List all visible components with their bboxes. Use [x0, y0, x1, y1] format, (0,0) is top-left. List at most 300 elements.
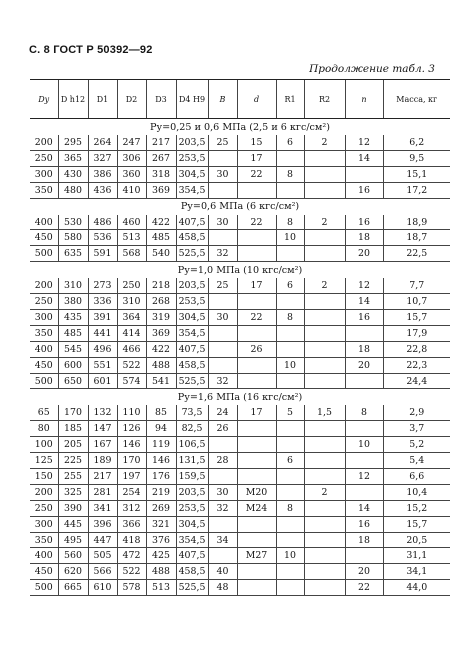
- table-cell: [304, 564, 345, 580]
- table-cell: 269: [146, 500, 176, 516]
- table-cell: [237, 421, 276, 437]
- table-cell: [345, 166, 383, 182]
- table-row: [30, 246, 450, 262]
- table-cell: 450: [30, 230, 58, 246]
- table-cell: [345, 484, 383, 500]
- table-cell: 225: [58, 453, 88, 469]
- table-cell: [276, 437, 304, 453]
- table-row: [30, 548, 450, 564]
- table-cell: 30: [208, 310, 237, 326]
- table-cell: 281: [88, 484, 117, 500]
- table-cell: 366: [117, 516, 146, 532]
- table-cell: 253,5: [176, 150, 208, 166]
- table-cell: 300: [30, 310, 58, 326]
- table-cell: 610: [88, 580, 117, 596]
- table-cell: 418: [117, 532, 146, 548]
- table-cell: 250: [117, 278, 146, 293]
- table-cell: 541: [146, 373, 176, 389]
- table-cell: 32: [208, 373, 237, 389]
- table-cell: 365: [58, 150, 88, 166]
- table-row: [30, 421, 450, 437]
- table-cell: 407,5: [176, 341, 208, 357]
- table-cell: 354,5: [176, 325, 208, 341]
- table-cell: [237, 564, 276, 580]
- table-cell: 450: [30, 357, 58, 373]
- table-cell: 522: [117, 357, 146, 373]
- table-cell: [304, 548, 345, 564]
- table-cell: 566: [88, 564, 117, 580]
- table-cell: [237, 532, 276, 548]
- table-cell: [276, 421, 304, 437]
- table-cell: 300: [30, 166, 58, 182]
- table-cell: 447: [88, 532, 117, 548]
- table-cell: [208, 230, 237, 246]
- table-cell: 8: [276, 500, 304, 516]
- table-cell: 100: [30, 437, 58, 453]
- table-row: [30, 230, 450, 246]
- table-cell: 34,1: [383, 564, 450, 580]
- table-cell: [276, 373, 304, 389]
- table-cell: 310: [58, 278, 88, 293]
- table-cell: M24: [237, 500, 276, 516]
- table-cell: 505: [88, 548, 117, 564]
- table-cell: 310: [117, 294, 146, 310]
- table-cell: 500: [30, 373, 58, 389]
- table-row: [30, 516, 450, 532]
- table-cell: 536: [88, 230, 117, 246]
- table-cell: 203,5: [176, 278, 208, 293]
- table-cell: 10,7: [383, 294, 450, 310]
- table-cell: 458,5: [176, 564, 208, 580]
- table-cell: 319: [146, 310, 176, 326]
- table-cell: 14: [345, 294, 383, 310]
- table-cell: 15,2: [383, 500, 450, 516]
- section-title-row: [30, 119, 450, 136]
- table-cell: [276, 341, 304, 357]
- table-cell: 65: [30, 405, 58, 420]
- table-cell: 159,5: [176, 469, 208, 485]
- table-cell: 40: [208, 564, 237, 580]
- table-cell: 7,7: [383, 278, 450, 293]
- table-cell: [237, 516, 276, 532]
- table-cell: 146: [117, 437, 146, 453]
- table-cell: [304, 516, 345, 532]
- table-cell: [304, 325, 345, 341]
- table-cell: 125: [30, 453, 58, 469]
- table-row: [30, 484, 450, 500]
- table-cell: 425: [146, 548, 176, 564]
- table-cell: 250: [30, 500, 58, 516]
- table-cell: 273: [88, 278, 117, 293]
- table-cell: 6: [276, 453, 304, 469]
- table-cell: 580: [58, 230, 88, 246]
- table-cell: 369: [146, 325, 176, 341]
- table-cell: 568: [117, 246, 146, 262]
- table-cell: 24: [208, 405, 237, 420]
- table-cell: 15,7: [383, 310, 450, 326]
- table-header-row: [30, 80, 450, 119]
- table-cell: 441: [88, 325, 117, 341]
- table-row: [30, 564, 450, 580]
- table-cell: [276, 564, 304, 580]
- table-cell: 106,5: [176, 437, 208, 453]
- table-cell: [237, 182, 276, 198]
- table-row: [30, 453, 450, 469]
- table-cell: 15: [237, 135, 276, 150]
- table-cell: 200: [30, 278, 58, 293]
- table-cell: 601: [88, 373, 117, 389]
- table-cell: [208, 516, 237, 532]
- col-header-d: D h12: [58, 80, 88, 119]
- table-cell: 486: [88, 215, 117, 230]
- table-cell: 400: [30, 548, 58, 564]
- table-row: [30, 294, 450, 310]
- table-cell: 436: [88, 182, 117, 198]
- table-row: [30, 310, 450, 326]
- table-cell: 170: [58, 405, 88, 420]
- table-cell: 126: [117, 421, 146, 437]
- table-cell: [304, 469, 345, 485]
- col-header-n: n: [345, 80, 383, 119]
- table-cell: 22: [237, 310, 276, 326]
- table-cell: 665: [58, 580, 88, 596]
- table-cell: [276, 516, 304, 532]
- table-cell: 18: [345, 230, 383, 246]
- table-cell: 460: [117, 215, 146, 230]
- table-cell: 110: [117, 405, 146, 420]
- col-header-mass: Масса, кг: [383, 80, 450, 119]
- section-title-row: [30, 389, 450, 406]
- table-row: [30, 150, 450, 166]
- table-cell: 17: [237, 405, 276, 420]
- table-cell: 132: [88, 405, 117, 420]
- table-cell: [276, 294, 304, 310]
- table-cell: 253,5: [176, 500, 208, 516]
- table-cell: 12: [345, 469, 383, 485]
- table-cell: 545: [58, 341, 88, 357]
- table-cell: 10: [276, 548, 304, 564]
- table-cell: [208, 294, 237, 310]
- table-cell: 312: [117, 500, 146, 516]
- table-cell: [237, 580, 276, 596]
- table-cell: 22: [237, 215, 276, 230]
- table-cell: 22,3: [383, 357, 450, 373]
- table-cell: 17,9: [383, 325, 450, 341]
- table-cell: 304,5: [176, 310, 208, 326]
- table-cell: 450: [30, 564, 58, 580]
- table-cell: 458,5: [176, 357, 208, 373]
- table-row: [30, 278, 450, 293]
- table-cell: 44,0: [383, 580, 450, 596]
- section-title-row: [30, 198, 450, 215]
- table-cell: 10: [345, 437, 383, 453]
- table-cell: 22: [345, 580, 383, 596]
- table-cell: [304, 246, 345, 262]
- table-cell: 28: [208, 453, 237, 469]
- table-cell: 9,5: [383, 150, 450, 166]
- table-cell: [237, 437, 276, 453]
- table-cell: 267: [146, 150, 176, 166]
- table-cell: 2: [304, 135, 345, 150]
- table-cell: 321: [146, 516, 176, 532]
- table-continuation-label: Продолжение табл. 3: [309, 63, 435, 75]
- table-cell: [304, 294, 345, 310]
- table-cell: 12: [345, 278, 383, 293]
- table-row: [30, 373, 450, 389]
- table-cell: 480: [58, 182, 88, 198]
- table-cell: 85: [146, 405, 176, 420]
- table-cell: [208, 437, 237, 453]
- table-cell: 185: [58, 421, 88, 437]
- table-cell: 6,2: [383, 135, 450, 150]
- table-cell: 22,8: [383, 341, 450, 357]
- table-cell: 20: [345, 357, 383, 373]
- table-cell: [237, 357, 276, 373]
- table-cell: 295: [58, 135, 88, 150]
- table-cell: 167: [88, 437, 117, 453]
- table-cell: 422: [146, 215, 176, 230]
- table-cell: 300: [30, 516, 58, 532]
- table-cell: 466: [117, 341, 146, 357]
- col-header-r2: R2: [304, 80, 345, 119]
- table-cell: 12: [345, 135, 383, 150]
- table-cell: 304,5: [176, 166, 208, 182]
- table-cell: 32: [208, 500, 237, 516]
- table-cell: 18: [345, 532, 383, 548]
- table-cell: 2: [304, 278, 345, 293]
- table-cell: 525,5: [176, 373, 208, 389]
- table-cell: 354,5: [176, 532, 208, 548]
- table-cell: 254: [117, 484, 146, 500]
- table-cell: M20: [237, 484, 276, 500]
- table-row: [30, 532, 450, 548]
- table-cell: [208, 150, 237, 166]
- table-cell: [276, 182, 304, 198]
- table-cell: 18: [345, 341, 383, 357]
- table-cell: 219: [146, 484, 176, 500]
- table-cell: 390: [58, 500, 88, 516]
- table-cell: 635: [58, 246, 88, 262]
- table-row: [30, 341, 450, 357]
- table-cell: 560: [58, 548, 88, 564]
- col-header-d2: D2: [117, 80, 146, 119]
- table-cell: [276, 580, 304, 596]
- table-row: [30, 405, 450, 420]
- table-cell: 407,5: [176, 548, 208, 564]
- table-cell: [304, 453, 345, 469]
- table-cell: 522: [117, 564, 146, 580]
- col-header-d3: D3: [146, 80, 176, 119]
- table-cell: [304, 532, 345, 548]
- table-cell: 574: [117, 373, 146, 389]
- table-cell: 2: [304, 215, 345, 230]
- table-cell: 591: [88, 246, 117, 262]
- table-row: [30, 437, 450, 453]
- table-cell: 364: [117, 310, 146, 326]
- table-cell: 203,5: [176, 484, 208, 500]
- table-cell: [208, 548, 237, 564]
- table-cell: 6: [276, 278, 304, 293]
- table-cell: [237, 373, 276, 389]
- table-cell: 2: [304, 484, 345, 500]
- table-cell: [276, 325, 304, 341]
- table-cell: 327: [88, 150, 117, 166]
- table-cell: 650: [58, 373, 88, 389]
- table-cell: [237, 294, 276, 310]
- table-cell: 18,7: [383, 230, 450, 246]
- table-cell: 32: [208, 246, 237, 262]
- table-cell: 82,5: [176, 421, 208, 437]
- col-header-d1: D1: [88, 80, 117, 119]
- table-cell: [304, 182, 345, 198]
- table-row: [30, 166, 450, 182]
- table-cell: 369: [146, 182, 176, 198]
- table-cell: 197: [117, 469, 146, 485]
- table-cell: 495: [58, 532, 88, 548]
- table-cell: 376: [146, 532, 176, 548]
- table-cell: 350: [30, 325, 58, 341]
- table-cell: [237, 453, 276, 469]
- table-cell: [237, 246, 276, 262]
- table-cell: 30: [208, 166, 237, 182]
- table-cell: 10: [276, 357, 304, 373]
- table-cell: [304, 357, 345, 373]
- table-cell: [304, 437, 345, 453]
- table-row: [30, 357, 450, 373]
- table-cell: [304, 580, 345, 596]
- table-cell: 26: [208, 421, 237, 437]
- table-cell: 17,2: [383, 182, 450, 198]
- table-cell: 5: [276, 405, 304, 420]
- table-cell: 445: [58, 516, 88, 532]
- table-cell: 16: [345, 516, 383, 532]
- table-cell: 496: [88, 341, 117, 357]
- table-cell: 119: [146, 437, 176, 453]
- table-cell: [276, 246, 304, 262]
- table-row: [30, 135, 450, 150]
- table-cell: [237, 230, 276, 246]
- table-cell: 25: [208, 278, 237, 293]
- table-cell: 304,5: [176, 516, 208, 532]
- table-cell: 422: [146, 341, 176, 357]
- table-cell: 414: [117, 325, 146, 341]
- table-cell: 10,4: [383, 484, 450, 500]
- table-cell: 3,7: [383, 421, 450, 437]
- table-cell: 8: [276, 166, 304, 182]
- table-cell: 26: [237, 341, 276, 357]
- table-row: [30, 580, 450, 596]
- table-cell: [208, 469, 237, 485]
- table-cell: 22,5: [383, 246, 450, 262]
- table-cell: 17: [237, 278, 276, 293]
- col-header-du: Dу: [30, 80, 58, 119]
- table-cell: 1,5: [304, 405, 345, 420]
- table-cell: 578: [117, 580, 146, 596]
- table-cell: [276, 469, 304, 485]
- table-cell: 513: [146, 580, 176, 596]
- table-cell: 306: [117, 150, 146, 166]
- table-cell: 525,5: [176, 246, 208, 262]
- table-cell: 350: [30, 182, 58, 198]
- table-cell: [208, 341, 237, 357]
- table-cell: 205: [58, 437, 88, 453]
- table-cell: [304, 373, 345, 389]
- table-cell: 10: [276, 230, 304, 246]
- table-row: [30, 215, 450, 230]
- table-cell: 20: [345, 564, 383, 580]
- table-row: [30, 469, 450, 485]
- table-cell: 513: [117, 230, 146, 246]
- table-cell: 94: [146, 421, 176, 437]
- table-cell: [345, 373, 383, 389]
- table-cell: 250: [30, 150, 58, 166]
- table-cell: 488: [146, 564, 176, 580]
- table-cell: 620: [58, 564, 88, 580]
- table-cell: [345, 421, 383, 437]
- table-cell: M27: [237, 548, 276, 564]
- table-cell: [345, 453, 383, 469]
- table-cell: [304, 150, 345, 166]
- section-title: Pу=1,6 МПа (16 кгс/см²): [177, 391, 303, 403]
- table-cell: 48: [208, 580, 237, 596]
- table-cell: [276, 150, 304, 166]
- table-cell: 8: [276, 310, 304, 326]
- table-cell: 176: [146, 469, 176, 485]
- table-cell: [237, 325, 276, 341]
- table-cell: 18,9: [383, 215, 450, 230]
- col-header-small-d: d: [237, 80, 276, 119]
- table-cell: [304, 341, 345, 357]
- table-cell: 200: [30, 135, 58, 150]
- table-cell: [345, 325, 383, 341]
- table-cell: 400: [30, 215, 58, 230]
- section-title-row: [30, 262, 450, 279]
- table-cell: 540: [146, 246, 176, 262]
- table-cell: 24,4: [383, 373, 450, 389]
- table-cell: 458,5: [176, 230, 208, 246]
- table-cell: 341: [88, 500, 117, 516]
- table-cell: 472: [117, 548, 146, 564]
- table-cell: 16: [345, 215, 383, 230]
- table-cell: [208, 357, 237, 373]
- table-cell: 410: [117, 182, 146, 198]
- table-cell: [304, 421, 345, 437]
- table-cell: 488: [146, 357, 176, 373]
- table-cell: [208, 325, 237, 341]
- table-cell: 253,5: [176, 294, 208, 310]
- table-cell: 386: [88, 166, 117, 182]
- table-cell: 325: [58, 484, 88, 500]
- table-row: [30, 182, 450, 198]
- table-cell: 30: [208, 484, 237, 500]
- table-cell: [345, 548, 383, 564]
- table-cell: 530: [58, 215, 88, 230]
- table-cell: 525,5: [176, 580, 208, 596]
- table-cell: 14: [345, 500, 383, 516]
- table-cell: 30: [208, 215, 237, 230]
- table-cell: [208, 182, 237, 198]
- table-cell: 435: [58, 310, 88, 326]
- table-cell: 131,5: [176, 453, 208, 469]
- table-cell: 600: [58, 357, 88, 373]
- col-header-r1: R1: [276, 80, 304, 119]
- table-cell: 396: [88, 516, 117, 532]
- table-row: [30, 500, 450, 516]
- table-cell: 255: [58, 469, 88, 485]
- table-cell: 6,6: [383, 469, 450, 485]
- table-cell: 73,5: [176, 405, 208, 420]
- table-cell: 16: [345, 182, 383, 198]
